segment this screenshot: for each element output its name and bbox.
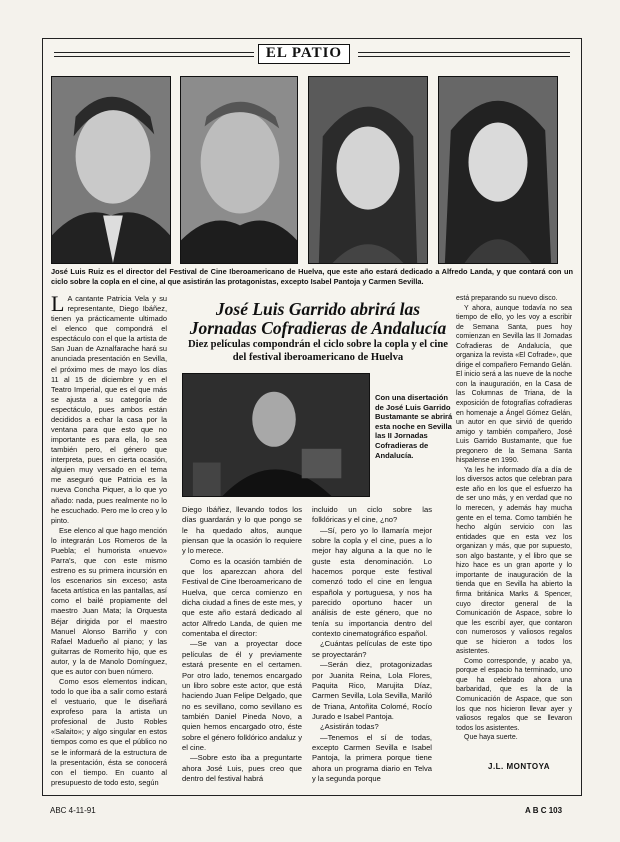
- photo-alfredo-landa: [180, 76, 298, 264]
- column-3-paragraph: incluido un ciclo sobre las folklóricas y el cine, ¿no?: [312, 505, 432, 525]
- column-4-paragraph: Ya les he informado día a día de los diversos actos que celebran para este año en los que el esfuerzo ha de ser uno más, y en verdad que no lo merecen, y además hay mucha gente en el tema. Como también he hecho algún servicio con las entidades que en esta vez los organizan y más, que por supuesto, son algo bastante, y el libro que se hizo hace es un gran aporte y lo importante de inauguración de la tienda que en Sevilla ha abierto la firma británica Marks & Spencer, cuyo director general de la Comunicación de Aspace, sobre lo que les escribí ayer, que contaron con numerosos y valiosos regalos que se hicieron a todos los asistentes.: [456, 466, 572, 656]
- section-rule-right: [358, 52, 570, 57]
- column-3-paragraph: ¿Asistirán todas?: [320, 722, 379, 732]
- photo-caption: José Luis Ruiz es el director del Festival de Cine Iberoamericano de Huelva, que este año estará dedicado a Alfredo Landa, y que contará con un ciclo sobre la copla en el cine, al que asistirán las protagonistas, excepto Isabel Pantoja y Carmen Sevilla.: [51, 267, 573, 286]
- column-2-paragraph: —Sobre esto iba a preguntarte ahora José Luis, pues creo que dentro del festival habrá: [182, 753, 302, 783]
- footer-page-number: A B C 103: [525, 806, 563, 815]
- column-1: [51, 291, 167, 788]
- column-4-paragraph: Que haya suerte.: [464, 734, 518, 742]
- dropcap: L: [51, 291, 65, 316]
- column-2-paragraph: —Se van a proyectar doce películas de él y previamente estará presente en el certamen. Por otro lado, tenemos encargado un libro sobre este actor, que está haciendo Juan Felipe Delgado, que no es sevillano, como sevillano es también Daniel Pineda Novo, a quien hemos encargado otro, éste sobre el género folklórico andaluz y el cine.: [182, 639, 302, 752]
- inner-photo-caption: Con una disertación de José Luis Garrido Bustamante se abrirá esta noche en Sevilla las II Jornadas Cofradieras de Andalucía.: [375, 393, 453, 460]
- column-4-paragraph: Como corresponde, y acabo ya, porque el espacio ha terminado, uno que ha celebrado ahora una barbaridad, que es la de la Comunicación de Aspace, que son los que nos hicieron llevar ayer y valiosos regalos que se llevaron todos los asistentes.: [456, 657, 572, 732]
- column-4-paragraph: está preparando su nuevo disco.: [456, 295, 558, 302]
- column-3-paragraph: —Tenemos el sí de todas, excepto Carmen Sevilla e Isabel Pantoja, la primera porque tiene ahora un programa diario en Telva y la segunda porque: [312, 732, 432, 783]
- section-title: EL PATIO: [258, 44, 350, 64]
- column-4: [456, 294, 572, 743]
- column-2-paragraph: Como es la ocasión también de que los aparezcan ahora del Festival de Cine Iberoamericano de Huelva, que cerca comienzo en dicha ciudad a fines de este mes, y que este año estará dedicado al actor Alfredo Landa, de quien me comentaba el director:: [182, 556, 302, 639]
- column-3: [312, 505, 432, 784]
- author-signature: J.L. MONTOYA: [488, 762, 551, 771]
- column-3-paragraph: —Sí, pero yo lo llamaría mejor sobre la copla y el cine, pues a lo mejor hay alguna a la que no le guste esta denominación. Lo hacemos porque este festival comenzó todo el cine en lengua española y portuguesa, y nos ha parecido oportuno hacer un análisis de este género, que no tenía su importancia dentro del contexto cinematográfico español.: [312, 525, 432, 639]
- photo-jose-luis-ruiz: [51, 76, 171, 264]
- column-1-paragraph: Como esos elementos indican, todo lo que iba a salir como estará el vestuario, que le diseñará exprofeso para la artista un profesional de Justo Robles «Salaito»; y algo singular en estos tiempos como es que el público no se le informará de la estructura de la presentación, ésta se conocerá con el tiempo. En cuanto al presupuesto de todo esto, según: [51, 676, 167, 787]
- column-2: [182, 505, 302, 784]
- photo-jose-luis-garrido: [182, 373, 370, 497]
- article-headline: José Luis Garrido abrirá las Jornadas Cofradieras de Andalucía: [189, 299, 447, 338]
- column-1-text: A cantante Patricia Vela y su representante, Diego Ibáñez, tienen ya prácticamente ultimado el elenco que compondrá el espectáculo con el que la artista de San Juan de Aznalfarache hará su anunciada presentación en Sevilla, el próximo mes de mayo los días 11 al 15 de diciembre y en el Teatro Imperial, que es el que más se ajusta a su categoría de espectáculo, pues ambos están decididos a echar la casa por la ventana para que esto que no importante es para ella, lo sea también pero, el género que interpreta, pues en cierta ocasión, alguien muy versado en el tema me aseguró que Patricia es la nueva Concha Piquer, a lo que yo añado: nada, pues realmente no lo he escuchado. Pero me lo creo y lo pinto.: [51, 294, 167, 525]
- footer-date: ABC 4-11-91: [50, 806, 96, 815]
- column-1-paragraph: Ese elenco al que hago mención lo integrarán Los Romeros de la Puebla; el humorista «nuevo» Parra's, que con este mismo estreno es su primera incursión en los escenarios sin exceso; asta faceta artística en las pantallas, así como el bailé propiamente del maestro Juan Mata; la Orquesta Béjar dirigida por el maestro Manuel Alonso Barriño y con Rafael Madueño al piano; y las guitarras de Romerito hijo, que es autor, y la de Manolo Domínguez, que es autor con buen número.: [51, 525, 167, 676]
- column-3-paragraph: —Serán diez, protagonizadas por Juanita Reina, Lola Flores, Paquita Rico, Marujita Díaz, Carmen Sevilla, Lola Sevilla, Mariló de Triana, Antoñita Colomé, Rocío Jurado e Isabel Pantoja.: [312, 660, 432, 721]
- column-1-paragraph: [51, 291, 167, 526]
- photo-isabel-pantoja: [308, 76, 428, 264]
- column-4-paragraph: Y ahora, aunque todavía no sea tiempo de ello, yo les voy a escribir de Semana Santa, pues hoy comienzan en Sevilla las II Jornadas Cofradieras de Andalucía, que organiza la revista «El Cofrade», que dirige el compañero Fernando Gelán. El inicio será a las nueve de la noche con la inauguración, en la Casa de las Columnas de Triana, de la exposición de fotografías cofradieras en homenaje a Ángel Gómez Gelán, un autor en que sirvió de querido amigo y también compañero, José Luis Garrido Bustamante, que fue pregonero de la Semana Santa hispalense en 1990.: [456, 304, 572, 465]
- column-2-paragraph: Diego Ibáñez, llevando todos los días guardarán y lo que pongo se le ha quedado altos, aunque piensan que la ocasión lo requiere y lo merece.: [182, 505, 302, 556]
- column-3-paragraph: ¿Cuántas películas de este tipo se proyectarán?: [312, 639, 432, 659]
- photo-carmen-sevilla: [438, 76, 558, 264]
- section-rule-left: [54, 52, 254, 57]
- article-subhead: Diez películas compondrán el ciclo sobre la copla y el cine del festival iberoamericano de Huelva: [188, 339, 448, 363]
